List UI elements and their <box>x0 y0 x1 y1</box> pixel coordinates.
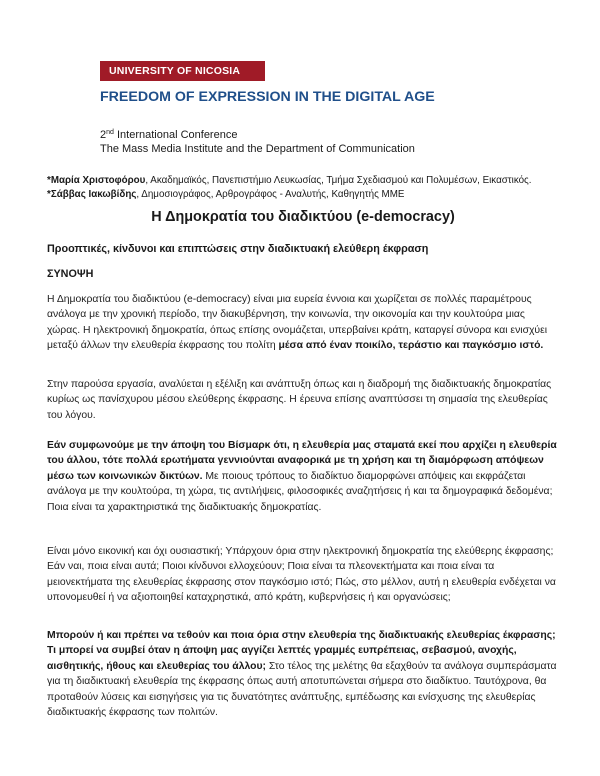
synopsis-paragraph-1 <box>47 292 559 354</box>
p5-text: Στο τέλος της μελέτης θα εξαχθούν τα ανάλογα συμπεράσματα για τη διαδικτυακή ελευθερία της έκφρασης όπως αυτή αποτυπώνεται σήμερα στο διαδίκτυο. Ταυτόχρονα, θα προταθούν λύσεις και εισηγήσεις για τις δυνατότητες ανάπτυξης, εμπέδωσης και ενίσχυσης της ελευθερίας διαδικτυακής έκφρασης των πολιτών. <box>47 660 557 719</box>
conference-line-1-rest: International Conference <box>113 129 238 141</box>
author-1-role: , Ακαδημαϊκός, Πανεπιστήμιο Λευκωσίας, Τμήμα Σχεδιασμού και Πολυμέσων, Εικαστικός. <box>145 175 532 186</box>
conference-title: FREEDOM OF EXPRESSION IN THE DIGITAL AGE <box>100 89 435 105</box>
p5-bold: Μπορούν ή και πρέπει να τεθούν και ποια όρια στην ελευθερία της διαδικτυακής ελευθερίας έκφρασης; Τι μπορεί να συμβεί όταν η άποψη μας αγγίζει λεπτές γραμμές ευπρέπειας, σεβασμού, ανοχής, αισθητικής, ήθους και ελευθερίας του άλλου; <box>47 630 556 672</box>
paper-subheading: Προοπτικές, κίνδυνοι και επιπτώσεις στην διαδικτυακή ελεύθερη έκφραση <box>47 243 429 255</box>
synopsis-paragraph-3 <box>47 438 559 515</box>
p4-text: Είναι μόνο εικονική και όχι ουσιαστική; Υπάρχουν όρια στην ηλεκτρονική δημοκρατία της ελεύθερης έκφρασης; Εάν ναι, ποια είναι αυτά; Ποιοι κίνδυνοι ελλοχεύουν; Ποια είναι τα πλεονεκτήματα και ποια είναι τα μειονεκτήματα της ελευθερίας έκφρασης στον παγκόσμιο ιστό; Πώς, στο μέλλον, αυτή η ελευθερία ενδέχεται να υπονομευθεί ή να αξιοποιηθεί καταχρηστικά, από κράτη, κυβερνήσεις ή και οργανώσεις; <box>47 546 556 604</box>
conference-info <box>100 126 415 156</box>
author-affiliations <box>47 174 559 202</box>
synopsis-paragraph-5 <box>47 628 559 720</box>
author-2-name: *Σάββας Ιακωβίδης <box>47 189 137 200</box>
synopsis-paragraph-2 <box>47 377 559 423</box>
p3-text: Με ποιους τρόπους το διαδίκτυο διαμορφώνει απόψεις και εκφράζεται ανάλογα με την κουλτούρα, τη χώρα, τις αντιλήψεις, φιλοσοφικές αναζητήσεις ή και τα δημογραφικά δεδομένα; Ποια είναι τα χαρακτηριστικά της διαδικτυακής δημοκρατίας. <box>47 470 553 513</box>
conference-number: 2 <box>100 129 107 141</box>
paper-title: Η Δημοκρατία του διαδικτύου (e-democracy) <box>151 209 455 225</box>
p3-bold: Εάν συμφωνούμε με την άποψη του Βίσμαρκ ότι, η ελευθερία μας σταματά εκεί που αρχίζει η ελευθερία του άλλου, τότε πολλά ερωτήματα γεννιούνται αναφορικά με τη χρήση και τη διαμόρφωση απόψεων μέσω των κοινωνικών δικτύων. <box>47 440 557 482</box>
conference-ordinal-suffix: nd <box>106 129 114 136</box>
p1-text: Η Δημοκρατία του διαδικτύου (e-democracy) είναι μια ευρεία έννοια και χωρίζεται σε πολλές παραμέτρους ανάλογα με την χρονική περίοδο, την διακυβέρνηση, την κοινωνία, την οικονομία και την κουλτούρα μιας χώρας. Η ηλεκτρονική δημοκρατία, όπως επίσης ονομάζεται, υπερβαίνει κράτη, καταργεί σύνορα και ενισχύει μεταξύ άλλων την ελευθερία έκφρασης του πολίτη <box>47 294 548 352</box>
author-2-role: , Δημοσιογράφος, Αρθρογράφος - Αναλυτής, Καθηγητής ΜΜΕ <box>136 189 405 200</box>
university-banner: UNIVERSITY OF NICOSIA <box>100 61 265 81</box>
conference-line-2: The Mass Media Institute and the Department of Communication <box>100 143 415 155</box>
p2-text: Στην παρούσα εργασία, αναλύεται η εξέλιξη και ανάπτυξη όπως και η διαδρομή της διαδικτυακής δημοκρατίας κυρίως ως πανίσχυρου μέσου ελεύθερης έκφρασης. Η έρευνα επίσης αναπτύσσει τη σημασία της ελευθερίας του λόγου. <box>47 379 552 421</box>
synopsis-heading: ΣΥΝΟΨΗ <box>47 268 94 280</box>
p1-bold: μέσα από έναν ποικίλο, τεράστιο και παγκόσμιο ιστό. <box>278 340 544 352</box>
synopsis-paragraph-4 <box>47 544 559 606</box>
conference-line-1 <box>100 126 415 142</box>
author-1-name: *Μαρία Χριστοφόρου <box>47 175 146 186</box>
